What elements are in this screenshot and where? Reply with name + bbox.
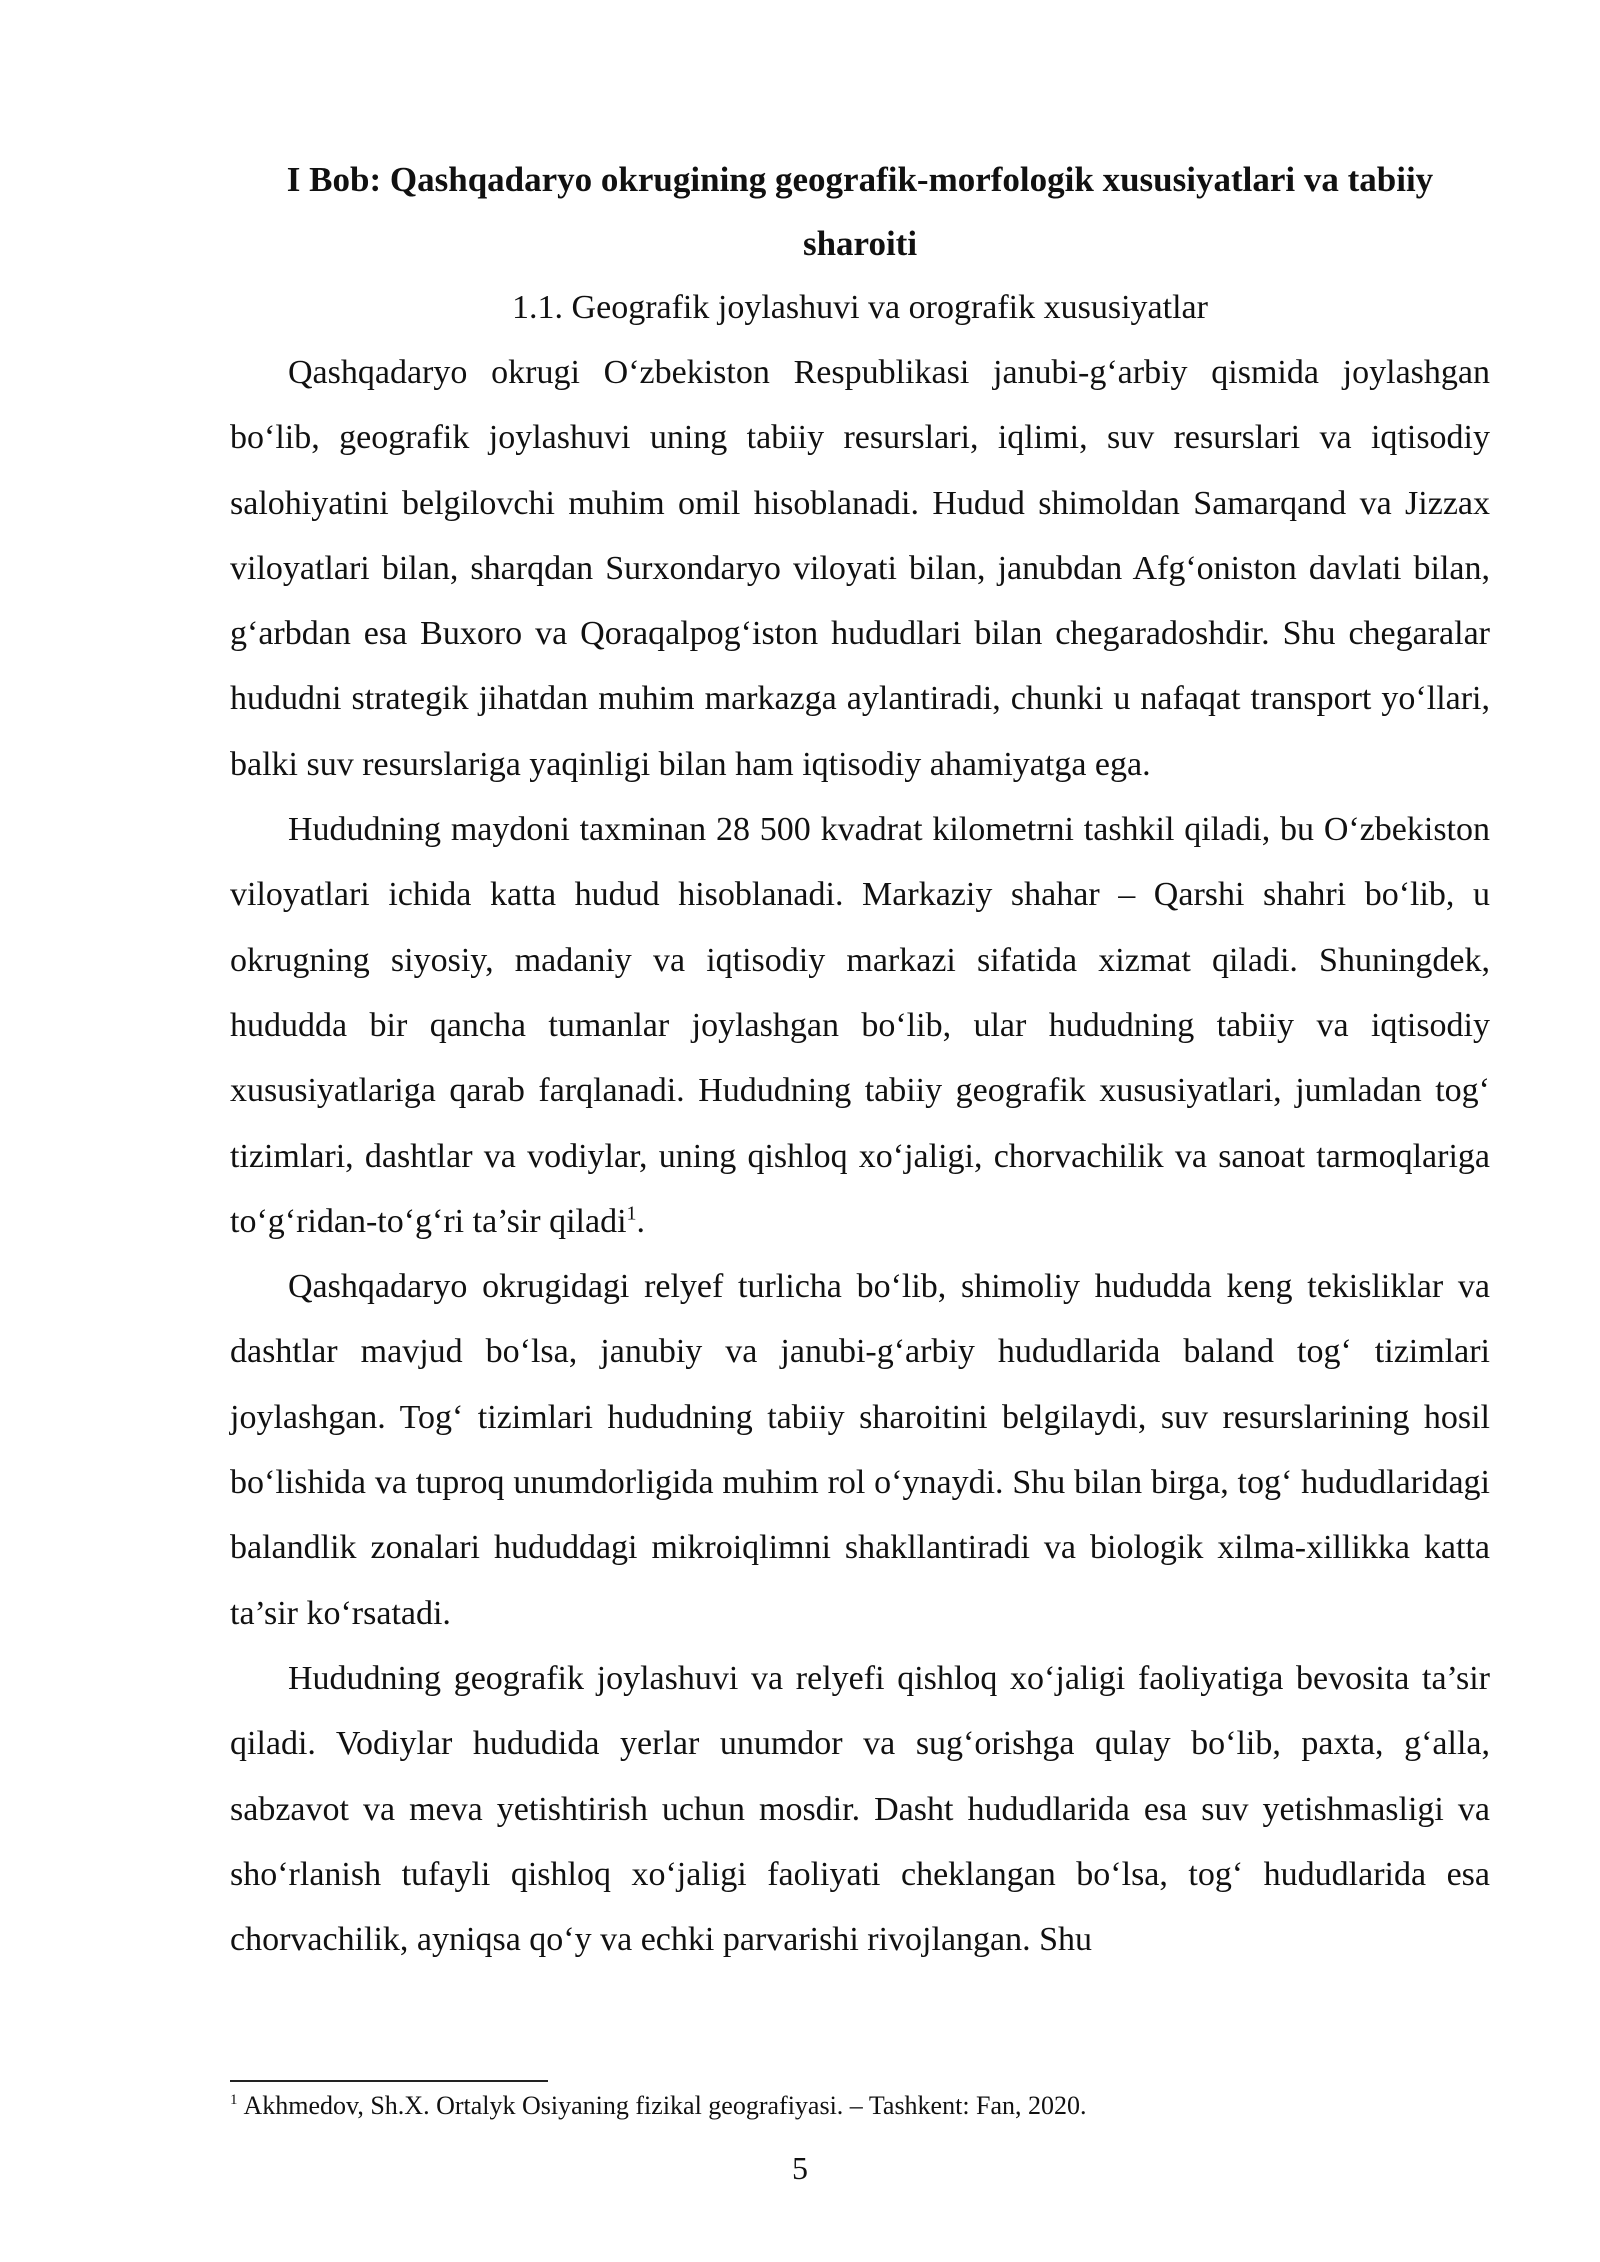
footnote-reference[interactable]: 1 [626, 1202, 637, 1225]
paragraph-2-end: . [636, 1202, 646, 1240]
section-title: 1.1. Geografik joylashuvi va orografik xususiyatlar [512, 289, 1208, 326]
body-text [230, 340, 1490, 1972]
paragraph-1: Qashqadaryo okrugi O‘zbekiston Respublikasi janubi-g‘arbiy qismida joylashgan bo‘lib, geografik joylashuvi uning tabiiy resurslari, iqlimi, suv resurslari va iqtisodiy salohiyatini belgilovchi muhim omil hisoblanadi. Hudud shimoldan Samarqand va Jizzax viloyatlari bilan, sharqdan Surxondaryo viloyati bilan, janubdan Afg‘oniston davlati bilan, g‘arbdan esa Buxoro va Qoraqalpog‘iston hududlari bilan chegaradoshdir. Shu chegaralar hududni strategik jihatdan muhim markazga aylantiradi, chunki u nafaqat transport yo‘llari, balki suv resurslariga yaqinligi bilan ham iqtisodiy ahamiyatga ega. [230, 354, 1490, 783]
footnote-text: Akhmedov, Sh.X. Ortalyk Osiyaning fizikal geografiyasi. – Tashkent: Fan, 2020. [243, 2091, 1087, 2120]
chapter-title: I Bob: Qashqadaryo okrugining geografik-morfologik xususiyatlari va tabiiy sharoiti [286, 160, 1434, 263]
paragraph-4: Hududning geografik joylashuvi va relyefi qishloq xo‘jaligi faoliyatiga bevosita ta’sir qiladi. Vodiylar hududida yerlar unumdor va sug‘orishga qulay bo‘lib, paxta, g‘alla, sabzavot va meva yetishtirish uchun mosdir. Dasht hududlarida esa suv yetishmasligi va sho‘rlanish tufayli qishloq xo‘jaligi faoliyati cheklangan bo‘lsa, tog‘ hududlarida esa chorvachilik, ayniqsa qo‘y va echki parvarishi rivojlangan. Shu [230, 1659, 1490, 1959]
footnote-marker: 1 [230, 2092, 238, 2109]
footnote [230, 2088, 1490, 2124]
page-number: 5 [792, 2150, 808, 2186]
paragraph-2-text: Hududning maydoni taxminan 28 500 kvadrat kilometrni tashkil qiladi, bu O‘zbekiston viloyatlari ichida katta hudud hisoblanadi. Markaziy shahar – Qarshi shahri bo‘lib, u okrugning siyosiy, madaniy va iqtisodiy markazi sifatida xizmat qiladi. Shuningdek, hududda bir qancha tumanlar joylashgan bo‘lib, ular hududning tabiiy va iqtisodiy xususiyatlariga qarab farqlanadi. Hududning tabiiy geografik xususiyatlari, jumladan tog‘ tizimlari, dashtlar va vodiylar, uning qishloq xo‘jaligi, chorvachilik va sanoat tarmoqlariga to‘g‘ridan-to‘g‘ri ta’sir qiladi [230, 811, 1490, 1240]
footnote-separator [230, 2080, 548, 2082]
paragraph-2 [230, 797, 1490, 1254]
paragraph-3: Qashqadaryo okrugidagi relyef turlicha bo‘lib, shimoliy hududda keng tekisliklar va dashtlar mavjud bo‘lsa, janubiy va janubi-g‘arbiy hududlarida baland tog‘ tizimlari joylashgan. Tog‘ tizimlari hududning tabiiy sharoitini belgilaydi, suv resurslarining hosil bo‘lishida va tuproq unumdorligida muhim rol o‘ynaydi. Shu bilan birga, tog‘ hududlaridagi balandlik zonalari hududdagi mikroiqlimni shakllantiradi va biologik xilma-xillikka katta ta’sir ko‘rsatadi. [230, 1268, 1490, 1632]
